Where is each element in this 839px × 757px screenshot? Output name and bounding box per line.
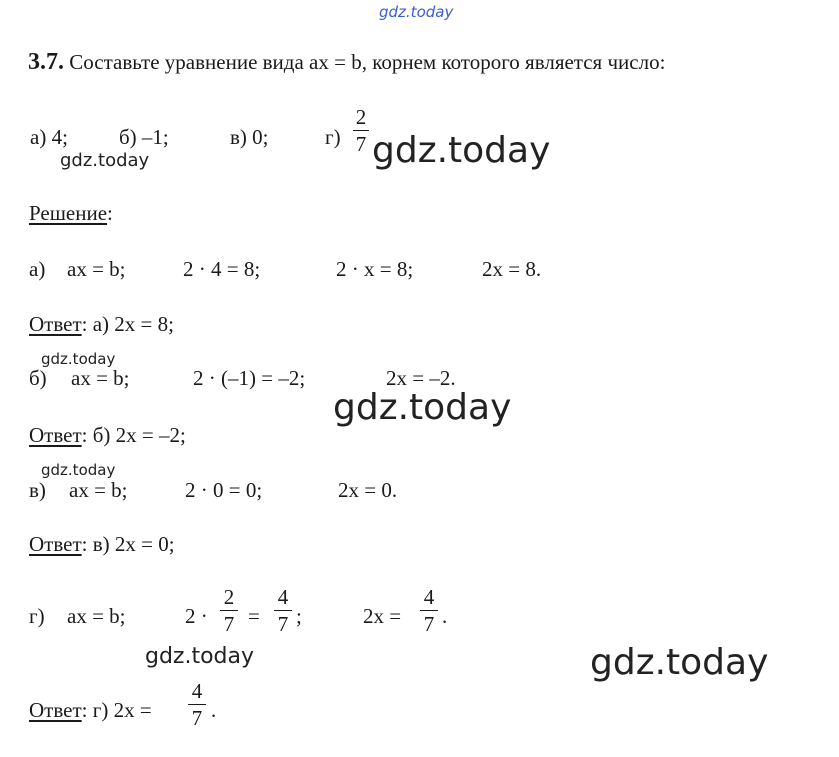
part-g-semicolon: ; (296, 604, 302, 628)
part-b-eq2: 2 · (–1) = –2; (193, 366, 306, 390)
watermark: gdz.today (145, 644, 255, 669)
answer-label: Ответ (29, 532, 82, 556)
part-g-eqsign: = (248, 604, 260, 628)
watermark: gdz.today (60, 150, 150, 171)
part-b-eq3: 2x = –2. (386, 366, 456, 390)
fraction-bar (188, 704, 206, 705)
watermark: gdz.today (372, 130, 551, 171)
part-g-fraction-2 (274, 586, 292, 635)
part-a-answer (29, 312, 174, 336)
part-a-eq2: 2 · 4 = 8; (183, 257, 261, 281)
solution-label: Решение (29, 201, 108, 225)
fraction-bar (353, 130, 369, 131)
part-g-fraction-3 (420, 586, 438, 635)
answer-text: : б) 2x = –2; (81, 423, 186, 447)
fraction-numerator: 4 (191, 679, 203, 703)
part-g-eq3: 2x = (363, 604, 402, 628)
part-b-label: б) (29, 366, 47, 390)
part-a-eq1: ax = b; (67, 257, 126, 281)
part-g-answer-dot: . (211, 698, 217, 722)
fraction-bar (420, 610, 438, 611)
option-g: г) (325, 125, 341, 149)
fraction-numerator: 4 (423, 585, 435, 609)
part-a-label: а) (29, 257, 46, 281)
answer-text: : а) 2x = 8; (81, 312, 174, 336)
part-b-answer (29, 423, 186, 447)
fraction-numerator: 2 (355, 105, 367, 129)
part-g-label: г) (29, 604, 45, 628)
part-v-answer (29, 532, 175, 556)
solution-heading (29, 201, 113, 225)
part-g-eq1: ax = b; (67, 604, 126, 628)
part-v-eq3: 2x = 0. (338, 478, 398, 502)
fraction-numerator: 4 (277, 585, 289, 609)
problem-text: Составьте уравнение вида ax = b, корнем которого является число: (69, 50, 666, 74)
part-g-two: 2 · (185, 604, 208, 628)
answer-text: : в) 2x = 0; (81, 532, 175, 556)
part-g-answer (29, 698, 152, 722)
part-g-answer-fraction (188, 680, 206, 729)
part-g-fraction-1 (220, 586, 238, 635)
watermark-top: gdz.today (379, 3, 454, 21)
fraction-bar (220, 610, 238, 611)
part-b-eq1: ax = b; (71, 366, 130, 390)
part-v-eq1: ax = b; (69, 478, 128, 502)
watermark: gdz.today (41, 461, 116, 479)
option-g-fraction (353, 106, 369, 155)
part-a-eq3: 2 · x = 8; (336, 257, 414, 281)
solution-colon: : (107, 201, 113, 225)
option-a: а) 4; (30, 125, 68, 149)
fraction-denominator: 7 (355, 132, 367, 156)
answer-label: Ответ (29, 312, 82, 336)
watermark: gdz.today (41, 350, 116, 368)
fraction-bar (274, 610, 292, 611)
fraction-denominator: 7 (191, 706, 203, 730)
part-a-eq4: 2x = 8. (482, 257, 542, 281)
answer-label: Ответ (29, 698, 82, 722)
watermark: gdz.today (590, 642, 769, 683)
part-g-dot: . (442, 604, 448, 628)
problem-number: 3.7. (28, 49, 64, 75)
watermark: gdz.today (333, 387, 512, 428)
part-v-eq2: 2 · 0 = 0; (185, 478, 263, 502)
fraction-denominator: 7 (423, 612, 435, 636)
fraction-denominator: 7 (223, 612, 235, 636)
option-b: б) –1; (119, 125, 169, 149)
problem-statement (28, 50, 665, 74)
part-v-label: в) (29, 478, 46, 502)
answer-text: : г) 2x = (81, 698, 152, 722)
answer-label: Ответ (29, 423, 82, 447)
fraction-denominator: 7 (277, 612, 289, 636)
option-v: в) 0; (230, 125, 269, 149)
fraction-numerator: 2 (223, 585, 235, 609)
